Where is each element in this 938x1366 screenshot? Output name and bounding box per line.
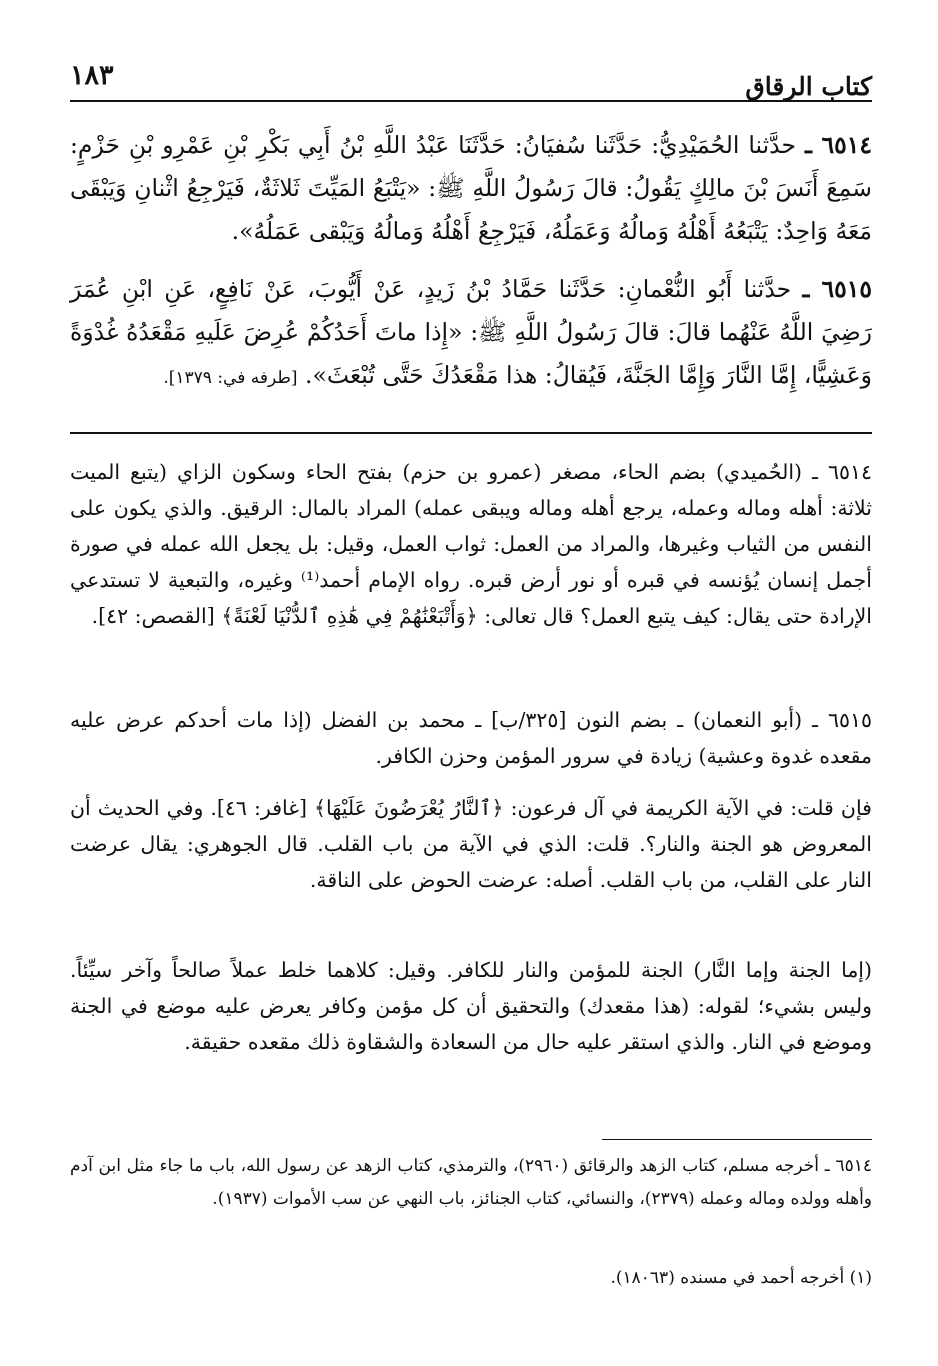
commentary-6515: ٦٥١٥ ـ (أبو النعمان) ـ بضم النون [٣٢٥/ب] ـ محمد بن الفضل (إذا مات أحدكم عرض عليه مقعده غدوة وعشية) زيادة في سرور المؤمن وحزن الكافر. xyxy=(70,708,872,768)
footnote-takhrij: ٦٥١٤ ـ أخرجه مسلم، كتاب الزهد والرقائق (٢٩٦٠)، والترمذي، كتاب الزهد عن رسول الله، باب ما جاء مثل ابن آدم وأهله وولده وماله وعمله (٢٣٧٩)، والنسائي، كتاب الجنائز، باب النهي عن سب الأموات (١٩٣٧). xyxy=(70,1156,872,1209)
text-commentary-divider xyxy=(70,432,872,434)
page-header xyxy=(70,58,872,102)
page-number: ١٨٣ xyxy=(70,60,114,91)
hadith-number: ٦٥١٥ ـ xyxy=(802,275,872,303)
commentary-question: فإن قلت: في الآية الكريمة في آل فرعون: ﴿ٱلنَّارُ يُعْرَضُونَ عَلَيْهَا﴾ [غافر: ٤٦]. وفي الحديث أن المعروض هو الجنة والنار؟. قلت: الذي في الآية من باب القلب. قال الجوهري: يقال عرضت النار على القلب، من باب القلب. أصله: عرضت الحوض على الناقة. xyxy=(70,796,872,892)
commentary-paradise-fire: (إما الجنة وإما النَّار) الجنة للمؤمن والنار للكافر. وقيل: كلاهما خلط عملاً صالحاً وآخر سيِّئاً. وليس بشيء؛ لقوله: (هذا مقعدك) والتحقيق أن كل مؤمن وكافر يعرض عليه موضع في الجنة وموضع في النار. والذي استقر عليه حال من السعادة والشقاوة ذلك مقعده حقيقة. xyxy=(70,958,872,1054)
hadith-text: حدَّثنا الحُمَيْدِيُّ: حَدَّثَنا سُفيَانُ: حَدَّثَنَا عَبْدُ اللَّهِ بْنُ أَبِي بَكْرِ بْنِ عَمْرِو بْنِ حَزْمٍ: سَمِعَ أَنَسَ بْنَ مالِكٍ يَقُولُ: قالَ رَسُولُ اللَّهِ ﷺ: «يَتْبَعُ المَيِّتَ ثَلاثَةٌ، فَيَرْجِعُ اثْنانِ وَيَبْقَى مَعَهُ وَاحِدٌ: يَتْبَعُهُ أَهْلُهُ وَمالُهُ وَعَمَلُهُ، فَيَرْجِعُ أَهْلُهُ وَمالُهُ وَيَبْقى عَمَلُهُ». xyxy=(70,131,872,245)
footnote-1: (١) أخرجه أحمد في مسنده (١٨٠٦٣). xyxy=(610,1268,872,1288)
hadith-text: حدَّثنا أَبُو النُّعْمانِ: حَدَّثَنا حَمَّادُ بْنُ زَيدٍ، عَنْ أَيُّوبَ، عَنْ نَافِعٍ، عَنِ ابْنِ عُمَرَ رَضِيَ اللَّهُ عَنْهُما قالَ: قالَ رَسُولُ اللَّهِ ﷺ: «إِذا ماتَ أَحَدُكُمْ عُرِضَ عَلَيهِ مَقْعَدُهُ غُدْوَةً وَعَشِيًّا، إِمَّا النَّارَ وَإِمَّا الجَنَّةَ، فَيُقالُ: هذا مَقْعَدُكَ حَتَّى تُبْعَثَ». xyxy=(70,275,872,389)
hadith-6514 xyxy=(70,124,872,253)
commentary-6514: ٦٥١٤ ـ (الحُميدي) بضم الحاء، مصغر (عمرو بن حزم) بفتح الحاء وسكون الزاي (يتبع الميت ثلاثة: أهله وماله وعمله، يرجع أهله وماله ويبقى عمله) المراد بالمال: الرقيق. والذي يكون على النفس من الثياب وغيرها، والمراد من العمل: ثواب العمل، وقيل: بل يجعل الله عمله في صورة أجمل إنسان يُؤنسه في قبره أو نور أرض قبره. رواه الإمام أحمد⁽¹⁾ وغيره، والتبعية لا تستدعي الإرادة حتى يقال: كيف يتبع العمل؟ قال تعالى: ﴿وَأَتْبَعْنَٰهُمْ فِي هَٰذِهِ ٱلدُّنْيَا لَعْنَةً﴾ [القصص: ٤٢]. xyxy=(70,460,872,628)
cross-reference: [طرفه في: ١٣٧٩]. xyxy=(163,368,298,388)
hadith-number: ٦٥١٤ ـ xyxy=(804,131,872,159)
hadith-6515 xyxy=(70,268,872,400)
chapter-title: كتاب الرقاق xyxy=(745,72,872,101)
header-divider xyxy=(70,100,872,102)
footnote-divider xyxy=(602,1139,872,1140)
